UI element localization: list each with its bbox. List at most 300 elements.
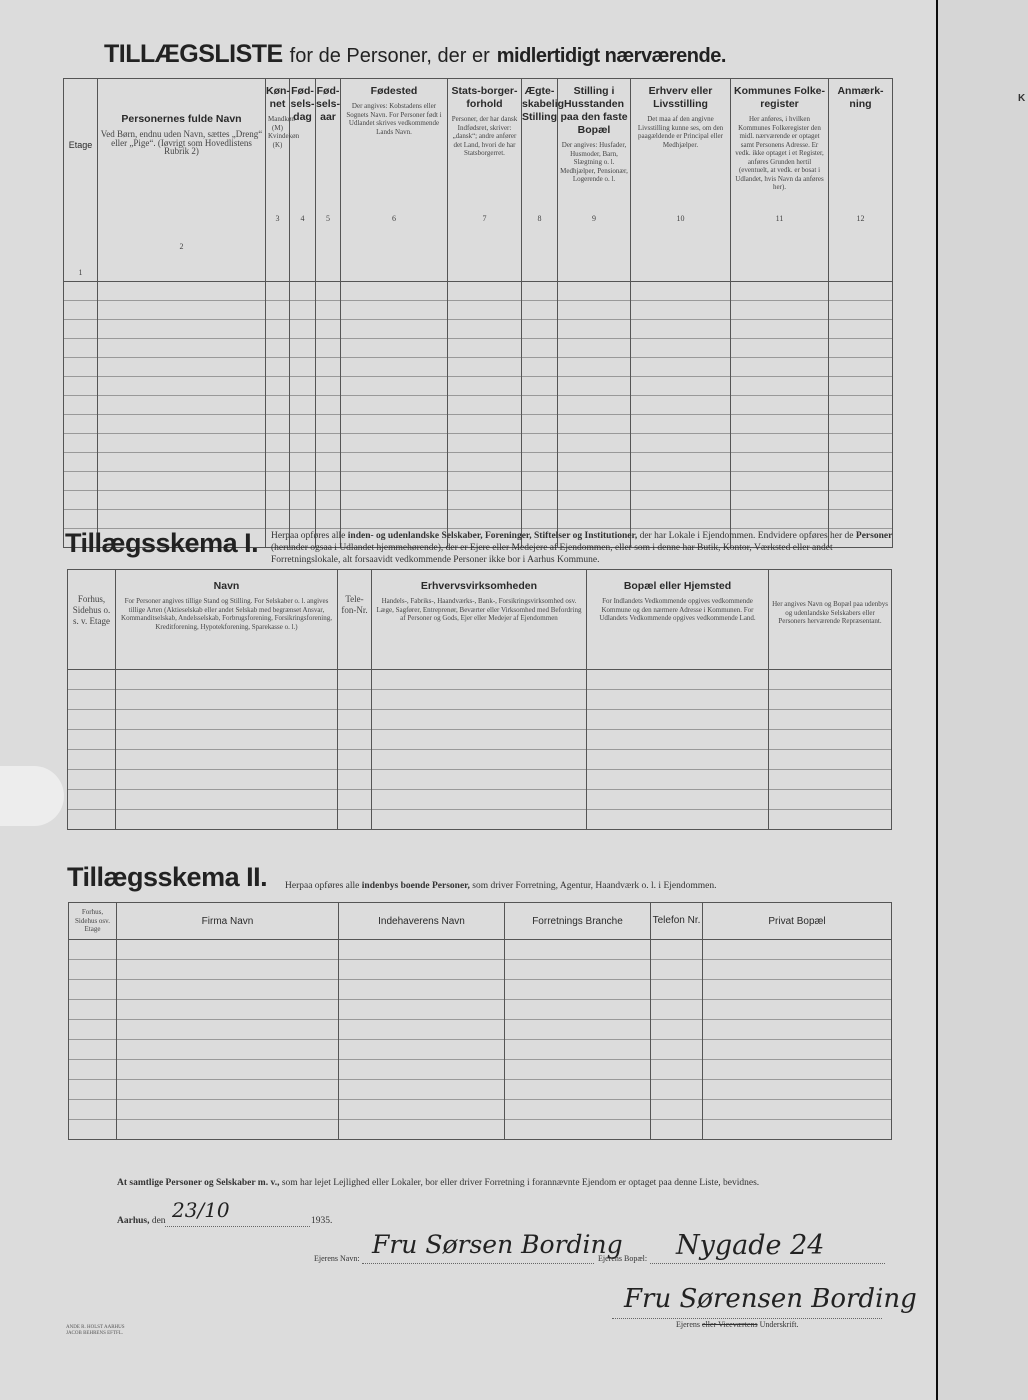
date-line: Aarhus, den xyxy=(117,1216,166,1226)
table-cell[interactable] xyxy=(116,790,338,810)
table-cell[interactable] xyxy=(290,301,316,320)
table-cell[interactable] xyxy=(651,1080,703,1100)
table-cell[interactable] xyxy=(339,960,505,980)
table-cell[interactable] xyxy=(587,690,769,710)
table-cell[interactable] xyxy=(731,396,829,415)
table-cell[interactable] xyxy=(558,434,631,453)
table-cell[interactable] xyxy=(829,377,893,396)
table-cell[interactable] xyxy=(116,770,338,790)
table-cell[interactable] xyxy=(339,980,505,1000)
table-cell[interactable] xyxy=(117,960,339,980)
table-cell[interactable] xyxy=(372,730,587,750)
table-cell[interactable] xyxy=(68,730,116,750)
table-cell[interactable] xyxy=(290,320,316,339)
table-cell[interactable] xyxy=(316,320,341,339)
table-cell[interactable] xyxy=(117,1120,339,1140)
table-cell[interactable] xyxy=(372,690,587,710)
table-cell[interactable] xyxy=(505,1040,651,1060)
table-cell[interactable] xyxy=(341,491,448,510)
table-cell[interactable] xyxy=(64,339,98,358)
table-cell[interactable] xyxy=(98,434,266,453)
table-cell[interactable] xyxy=(522,453,558,472)
table-cell[interactable] xyxy=(341,453,448,472)
column-header-note: Tele-fon-Nr. xyxy=(341,594,368,615)
table-cell[interactable] xyxy=(117,980,339,1000)
table-cell[interactable] xyxy=(631,491,731,510)
table-cell[interactable] xyxy=(338,750,372,770)
table-cell[interactable] xyxy=(341,396,448,415)
table-cell[interactable] xyxy=(341,339,448,358)
table-cell[interactable] xyxy=(116,710,338,730)
column-number: 3 xyxy=(275,214,280,223)
column-header-title: Navn xyxy=(213,580,240,592)
table-cell[interactable] xyxy=(829,396,893,415)
table-cell[interactable] xyxy=(522,434,558,453)
table-cell[interactable] xyxy=(769,690,892,710)
table-cell[interactable] xyxy=(703,960,892,980)
table-cell[interactable] xyxy=(266,491,290,510)
skema1-title: Tillægsskema I. xyxy=(65,528,259,558)
table-cell[interactable] xyxy=(731,415,829,434)
table-cell[interactable] xyxy=(117,1060,339,1080)
table-cell[interactable] xyxy=(117,1000,339,1020)
table-cell[interactable] xyxy=(522,301,558,320)
table-cell[interactable] xyxy=(266,510,290,529)
table-cell[interactable] xyxy=(290,510,316,529)
table-cell[interactable] xyxy=(117,1020,339,1040)
table-cell[interactable] xyxy=(116,750,338,770)
table-cell[interactable] xyxy=(339,1020,505,1040)
table-cell[interactable] xyxy=(64,396,98,415)
table-cell[interactable] xyxy=(651,960,703,980)
table-cell[interactable] xyxy=(631,358,731,377)
table-row xyxy=(64,453,893,472)
table-cell[interactable] xyxy=(339,1040,505,1060)
column-number: 10 xyxy=(676,214,685,223)
table-cell[interactable] xyxy=(68,690,116,710)
table-cell[interactable] xyxy=(372,670,587,690)
table-cell[interactable] xyxy=(372,790,587,810)
table-cell[interactable] xyxy=(341,434,448,453)
table-cell[interactable] xyxy=(631,396,731,415)
table-cell[interactable] xyxy=(558,301,631,320)
column-header-note: For Indlandets Vedkommende opgives vedkommende Kommune og den nærmere Adresse i Kommunen. For Udlandets Vedkommende opgives vedkommende Land. xyxy=(599,597,756,622)
table-cell[interactable] xyxy=(117,1040,339,1060)
table-cell[interactable] xyxy=(731,358,829,377)
table-cell[interactable] xyxy=(769,670,892,690)
table-cell[interactable] xyxy=(116,810,338,830)
table-cell[interactable] xyxy=(558,377,631,396)
table-cell[interactable] xyxy=(558,358,631,377)
table-cell[interactable] xyxy=(266,434,290,453)
table-cell[interactable] xyxy=(64,434,98,453)
table-cell[interactable] xyxy=(651,980,703,1000)
table-cell[interactable] xyxy=(829,339,893,358)
table-cell[interactable] xyxy=(829,358,893,377)
table-cell[interactable] xyxy=(703,1060,892,1080)
table-cell[interactable] xyxy=(341,358,448,377)
table-cell[interactable] xyxy=(769,750,892,770)
table-cell[interactable] xyxy=(448,301,522,320)
table-cell[interactable] xyxy=(522,320,558,339)
table-cell[interactable] xyxy=(522,339,558,358)
column-header xyxy=(769,570,892,670)
table-cell[interactable] xyxy=(64,415,98,434)
table-cell[interactable] xyxy=(290,358,316,377)
table-cell[interactable] xyxy=(372,710,587,730)
table-cell[interactable] xyxy=(651,1000,703,1020)
table-cell[interactable] xyxy=(338,730,372,750)
table-cell[interactable] xyxy=(769,810,892,830)
table-cell[interactable] xyxy=(769,770,892,790)
table-cell[interactable] xyxy=(631,301,731,320)
table-cell[interactable] xyxy=(558,472,631,491)
column-header-title: Firma Navn xyxy=(201,915,254,927)
table-cell[interactable] xyxy=(64,510,98,529)
table-cell[interactable] xyxy=(631,472,731,491)
table-cell[interactable] xyxy=(558,415,631,434)
table-cell[interactable] xyxy=(98,491,266,510)
table-cell[interactable] xyxy=(769,730,892,750)
table-cell[interactable] xyxy=(703,1000,892,1020)
table-cell[interactable] xyxy=(731,282,829,301)
table-cell[interactable] xyxy=(703,1040,892,1060)
table-row xyxy=(64,491,893,510)
table-cell[interactable] xyxy=(339,940,505,960)
table-cell[interactable] xyxy=(117,940,339,960)
table-cell[interactable] xyxy=(98,396,266,415)
table-cell[interactable] xyxy=(448,434,522,453)
table-cell[interactable] xyxy=(448,282,522,301)
column-header-note: Handels-, Fabriks-, Haandværks-, Bank-, Forsikringsvirksomhed osv. Læge, Sagfører, Entreprenør, Beværter eller Virksomhed med Befordring af Personer og Gods, Ejer eller Medejer af Ejendommen xyxy=(376,597,582,622)
table-cell[interactable] xyxy=(339,1000,505,1020)
table-cell[interactable] xyxy=(290,453,316,472)
table-cell[interactable] xyxy=(69,980,117,1000)
column-header xyxy=(341,79,448,282)
table-cell[interactable] xyxy=(316,415,341,434)
table-cell[interactable] xyxy=(69,1120,117,1140)
table-cell[interactable] xyxy=(316,472,341,491)
column-header xyxy=(339,903,505,940)
table-cell[interactable] xyxy=(829,434,893,453)
table-row xyxy=(68,690,892,710)
table-cell[interactable] xyxy=(505,1120,651,1140)
table-cell[interactable] xyxy=(505,940,651,960)
table-cell[interactable] xyxy=(69,1000,117,1020)
table-cell[interactable] xyxy=(558,491,631,510)
table-cell[interactable] xyxy=(505,1080,651,1100)
table-cell[interactable] xyxy=(266,472,290,491)
table-cell[interactable] xyxy=(266,415,290,434)
column-number: 7 xyxy=(482,214,487,223)
table-cell[interactable] xyxy=(341,415,448,434)
column-header-note: Der angives: Husfader, Husmoder, Barn, Slægtning o. l. Medhjælper, Pensionær, Logerende o. l. xyxy=(560,141,628,183)
table-cell[interactable] xyxy=(338,710,372,730)
table-cell[interactable] xyxy=(448,377,522,396)
table-cell[interactable] xyxy=(703,1080,892,1100)
table-cell[interactable] xyxy=(68,750,116,770)
table-cell[interactable] xyxy=(522,491,558,510)
table-cell[interactable] xyxy=(448,510,522,529)
table-cell[interactable] xyxy=(290,339,316,358)
table-cell[interactable] xyxy=(64,377,98,396)
column-header-note: For Personer angives tillige Stand og Stilling. For Selskaber o. l. angives tillige Arten (Aktieselskab eller andet Selskab med begrænset Ansvar, Kommanditselskab, Andelsselskab, Forbrugsforening, Forsikringsforening, Kreditforening, Hypotekforening, Sparekasse o. l.) xyxy=(121,597,332,631)
table-cell[interactable] xyxy=(522,396,558,415)
table-cell[interactable] xyxy=(69,1060,117,1080)
table-cell[interactable] xyxy=(631,510,731,529)
table-cell[interactable] xyxy=(316,453,341,472)
column-number: 11 xyxy=(775,214,784,223)
column-header-note: Her anføres, i hvilken Kommunes Folkeregister den midl. nærværende er optaget samt Personens Adresse. Er vedk. ikke optaget i et Register, anføres Grunden hertil (eventuelt, at vedk. er bosat i Udlandet, hvis Navn da anføres her). xyxy=(735,115,824,191)
edge-letter: K xyxy=(1018,93,1026,104)
table-cell[interactable] xyxy=(505,1000,651,1020)
table-cell[interactable] xyxy=(98,320,266,339)
column-header-title: Telefon Nr. xyxy=(652,915,701,926)
table-cell[interactable] xyxy=(587,750,769,770)
table-cell[interactable] xyxy=(290,377,316,396)
table-cell[interactable] xyxy=(64,320,98,339)
table-cell[interactable] xyxy=(731,510,829,529)
table-cell[interactable] xyxy=(98,377,266,396)
table-cell[interactable] xyxy=(69,1100,117,1120)
table-cell[interactable] xyxy=(731,320,829,339)
table-cell[interactable] xyxy=(651,1100,703,1120)
table-cell[interactable] xyxy=(316,396,341,415)
table-cell[interactable] xyxy=(829,510,893,529)
table-cell[interactable] xyxy=(829,415,893,434)
table-cell[interactable] xyxy=(769,710,892,730)
table-cell[interactable] xyxy=(341,377,448,396)
table-cell[interactable] xyxy=(68,810,116,830)
table-cell[interactable] xyxy=(341,282,448,301)
table-cell[interactable] xyxy=(316,434,341,453)
table-cell[interactable] xyxy=(731,301,829,320)
table-cell[interactable] xyxy=(341,320,448,339)
table-cell[interactable] xyxy=(651,940,703,960)
table-cell[interactable] xyxy=(448,320,522,339)
table-cell[interactable] xyxy=(339,1060,505,1080)
table-row xyxy=(68,790,892,810)
table-cell[interactable] xyxy=(587,670,769,690)
table-cell[interactable] xyxy=(587,710,769,730)
column-number: 8 xyxy=(537,214,542,223)
table-cell[interactable] xyxy=(448,491,522,510)
table-cell[interactable] xyxy=(117,1100,339,1120)
table-cell[interactable] xyxy=(448,339,522,358)
table-cell[interactable] xyxy=(769,790,892,810)
table-cell[interactable] xyxy=(68,710,116,730)
table-cell[interactable] xyxy=(69,1040,117,1060)
table-cell[interactable] xyxy=(448,396,522,415)
table-cell[interactable] xyxy=(522,282,558,301)
table-cell[interactable] xyxy=(703,1100,892,1120)
table-cell[interactable] xyxy=(522,377,558,396)
table-cell[interactable] xyxy=(829,320,893,339)
table-cell[interactable] xyxy=(448,453,522,472)
table-cell[interactable] xyxy=(290,396,316,415)
table-cell[interactable] xyxy=(703,1120,892,1140)
table-cell[interactable] xyxy=(68,790,116,810)
table-cell[interactable] xyxy=(316,301,341,320)
table-cell[interactable] xyxy=(731,339,829,358)
table-cell[interactable] xyxy=(266,282,290,301)
table-cell[interactable] xyxy=(341,510,448,529)
table-cell[interactable] xyxy=(64,453,98,472)
table-cell[interactable] xyxy=(341,472,448,491)
table-cell[interactable] xyxy=(587,810,769,830)
table-cell[interactable] xyxy=(522,358,558,377)
table-cell[interactable] xyxy=(631,282,731,301)
table-cell[interactable] xyxy=(651,1020,703,1040)
table-row xyxy=(69,1000,892,1020)
table-cell[interactable] xyxy=(703,980,892,1000)
table-cell[interactable] xyxy=(651,1120,703,1140)
table-cell[interactable] xyxy=(117,1080,339,1100)
table-cell[interactable] xyxy=(339,1100,505,1120)
table-cell[interactable] xyxy=(558,510,631,529)
table-cell[interactable] xyxy=(829,453,893,472)
table-cell[interactable] xyxy=(558,453,631,472)
table-cell[interactable] xyxy=(731,491,829,510)
table-cell[interactable] xyxy=(69,940,117,960)
table-cell[interactable] xyxy=(505,960,651,980)
table-cell[interactable] xyxy=(98,301,266,320)
table-cell[interactable] xyxy=(116,730,338,750)
table-cell[interactable] xyxy=(338,810,372,830)
table-cell[interactable] xyxy=(631,320,731,339)
table-cell[interactable] xyxy=(316,377,341,396)
table-cell[interactable] xyxy=(290,491,316,510)
skema2-title: Tillægsskema II. xyxy=(67,862,268,892)
table-cell[interactable] xyxy=(68,770,116,790)
table-cell[interactable] xyxy=(829,301,893,320)
column-header-title: Privat Bopæl xyxy=(768,915,826,927)
table-cell[interactable] xyxy=(64,282,98,301)
table-cell[interactable] xyxy=(98,339,266,358)
table-cell[interactable] xyxy=(372,750,587,770)
column-number: 5 xyxy=(326,214,330,223)
table-cell[interactable] xyxy=(829,491,893,510)
table-cell[interactable] xyxy=(448,415,522,434)
table-cell[interactable] xyxy=(116,690,338,710)
table-cell[interactable] xyxy=(64,358,98,377)
table-cell[interactable] xyxy=(290,434,316,453)
table-cell[interactable] xyxy=(266,396,290,415)
table-cell[interactable] xyxy=(731,377,829,396)
table-cell[interactable] xyxy=(587,770,769,790)
table-cell[interactable] xyxy=(290,472,316,491)
table-cell[interactable] xyxy=(64,491,98,510)
table-cell[interactable] xyxy=(266,377,290,396)
column-header-note: Det maa af den angivne Livsstilling kunne ses, om den paagældende er Principal eller Medhjælper. xyxy=(637,115,724,149)
table-cell[interactable] xyxy=(98,282,266,301)
table-cell[interactable] xyxy=(316,339,341,358)
table-cell[interactable] xyxy=(98,472,266,491)
table-cell[interactable] xyxy=(98,415,266,434)
table-cell[interactable] xyxy=(339,1120,505,1140)
table-cell[interactable] xyxy=(64,301,98,320)
table-cell[interactable] xyxy=(505,980,651,1000)
table-cell[interactable] xyxy=(587,730,769,750)
table-cell[interactable] xyxy=(703,1020,892,1040)
table-cell[interactable] xyxy=(448,358,522,377)
table-cell[interactable] xyxy=(316,282,341,301)
table-cell[interactable] xyxy=(290,282,316,301)
table-cell[interactable] xyxy=(372,770,587,790)
table-cell[interactable] xyxy=(651,1060,703,1080)
table-cell[interactable] xyxy=(505,1100,651,1120)
table-cell[interactable] xyxy=(558,320,631,339)
table-cell[interactable] xyxy=(558,282,631,301)
table-cell[interactable] xyxy=(522,510,558,529)
table-cell[interactable] xyxy=(69,1080,117,1100)
table-cell[interactable] xyxy=(98,453,266,472)
table-cell[interactable] xyxy=(69,1020,117,1040)
column-number: 2 xyxy=(179,242,184,251)
column-header xyxy=(290,79,316,282)
column-header-note: Der angives: Kobstadens eller Sognets Navn. For Personer født i Udlandet skrives vedkommende Lands Navn. xyxy=(346,102,442,136)
table-cell[interactable] xyxy=(341,301,448,320)
table-cell[interactable] xyxy=(587,790,769,810)
table-cell[interactable] xyxy=(631,339,731,358)
table-cell[interactable] xyxy=(338,790,372,810)
table-cell[interactable] xyxy=(64,472,98,491)
table-cell[interactable] xyxy=(98,358,266,377)
table-cell[interactable] xyxy=(316,510,341,529)
table-cell[interactable] xyxy=(266,301,290,320)
table-cell[interactable] xyxy=(703,940,892,960)
table-cell[interactable] xyxy=(116,670,338,690)
table-cell[interactable] xyxy=(829,282,893,301)
table-cell[interactable] xyxy=(316,491,341,510)
table-cell[interactable] xyxy=(631,434,731,453)
table-cell[interactable] xyxy=(631,377,731,396)
column-header xyxy=(651,903,703,940)
column-header xyxy=(372,570,587,670)
table-cell[interactable] xyxy=(290,415,316,434)
table-cell[interactable] xyxy=(266,320,290,339)
table-cell[interactable] xyxy=(631,415,731,434)
table-cell[interactable] xyxy=(522,415,558,434)
table-cell[interactable] xyxy=(68,670,116,690)
table-cell[interactable] xyxy=(338,770,372,790)
table-cell[interactable] xyxy=(505,1020,651,1040)
table-cell[interactable] xyxy=(731,453,829,472)
table-cell[interactable] xyxy=(372,810,587,830)
table-cell[interactable] xyxy=(731,472,829,491)
table-cell[interactable] xyxy=(731,434,829,453)
table-cell[interactable] xyxy=(829,472,893,491)
table-cell[interactable] xyxy=(505,1060,651,1080)
table-cell[interactable] xyxy=(558,396,631,415)
table-cell[interactable] xyxy=(448,472,522,491)
table-cell[interactable] xyxy=(558,339,631,358)
table-cell[interactable] xyxy=(98,510,266,529)
column-header-title: Stilling i Husstanden paa den faste Bopæl xyxy=(560,85,628,136)
table-cell[interactable] xyxy=(631,453,731,472)
table-cell[interactable] xyxy=(651,1040,703,1060)
tillaegsliste-table xyxy=(63,78,893,548)
table-cell[interactable] xyxy=(338,670,372,690)
table-cell[interactable] xyxy=(266,453,290,472)
table-cell[interactable] xyxy=(266,358,290,377)
table-cell[interactable] xyxy=(522,472,558,491)
table-cell[interactable] xyxy=(316,358,341,377)
table-cell[interactable] xyxy=(339,1080,505,1100)
table-cell[interactable] xyxy=(338,690,372,710)
table-cell[interactable] xyxy=(69,960,117,980)
table-cell[interactable] xyxy=(266,339,290,358)
